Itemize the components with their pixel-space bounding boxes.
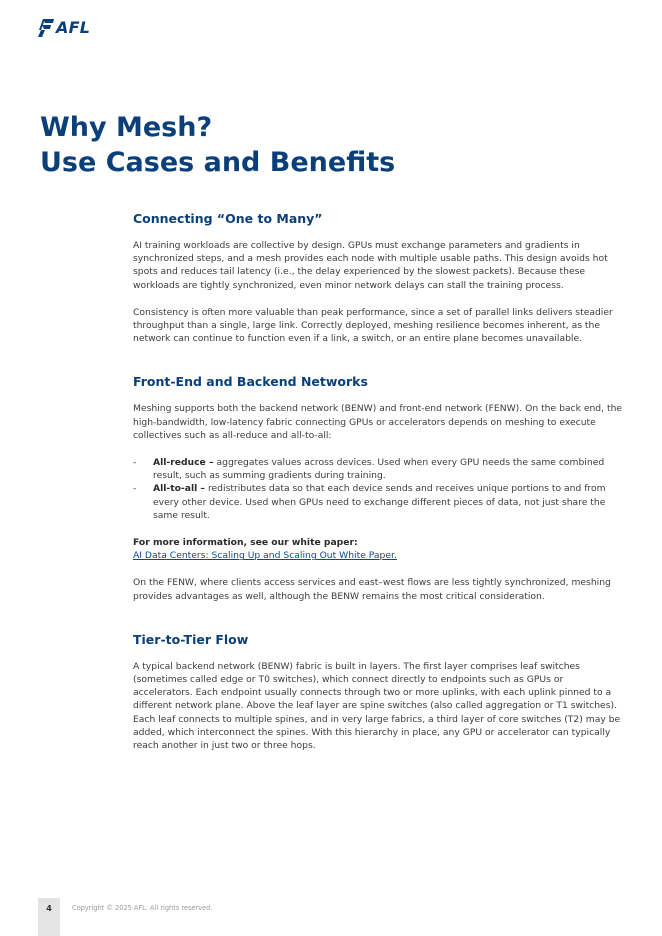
section-tier-to-tier-flow (133, 632, 623, 752)
bullet-dash: - (133, 483, 137, 495)
section-heading: Connecting “One to Many” (133, 211, 323, 226)
bullet-dash: - (133, 457, 137, 469)
paragraph: Meshing supports both the backend network (BENW) and front-end network (FENW). On the back end, the high-bandwidth, low-latency fabric connecting GPUs or accelerators depends on meshing to execute collectives such as all-reduce and all-to-all: (133, 403, 623, 441)
bullet-term: All-reduce – (153, 457, 214, 469)
paragraph: On the FENW, where clients access services and east–west flows are less tightly synchronized, meshing provides advantages as well, although the BENW remains the most critical consideration. (133, 577, 611, 602)
afl-logo (38, 18, 90, 37)
paragraph: AI training workloads are collective by design. GPUs must exchange parameters and gradients in synchronized steps, and a mesh provides each node with multiple usable paths. This design avoids hot spots and reduces tail latency (i.e., the delay experienced by the slowest packets). Because these workloads are tightly synchronized, even minor network delays can stall the training process. (133, 240, 608, 291)
page-number-tab (38, 898, 60, 936)
bullet-term: All-to-all – (153, 483, 206, 495)
main-content (133, 211, 623, 752)
section-heading: Front-End and Backend Networks (133, 374, 368, 390)
paragraph: Consistency is often more valuable than peak performance, since a set of parallel links delivers steadier throughput than a single, large link. Correctly deployed, meshing resilience becomes inherent, as the network can continue to function even if a link, a switch, or an entire plane becomes unavailable. (133, 306, 613, 345)
logo-wordmark: AFL (56, 18, 91, 37)
page-title-line-2: Use Cases and Benefits (40, 147, 396, 178)
bullet-text: redistributes data so that each device sends and receives unique portions to and from every other device. Used when GPUs need to exchange different pieces of data, not just share the same result. (153, 483, 606, 521)
more-info (133, 536, 623, 562)
page-number: 4 (46, 904, 52, 913)
collectives-list (133, 456, 623, 522)
copyright-notice: Copyright © 2025 AFL. All rights reserved. (72, 904, 213, 912)
list-item (133, 482, 623, 522)
section-heading: Tier-to-Tier Flow (133, 631, 249, 647)
page-title-line-1: Why Mesh? (40, 112, 213, 143)
list-item (133, 456, 623, 482)
afl-logo-mark-icon (38, 19, 54, 37)
paragraph: A typical backend network (BENW) fabric is built in layers. The first layer comprises leaf switches (sometimes called edge or T0 switches), which connect directly to endpoints such as GPUs or accelerators. Each endpoint usually connects through two or more uplinks, with each uplink pinned to a different network plane. Above the leaf layer are spine switches (also called aggregation or T1 switches). Each leaf connects to multiple spines, and in very large fabrics, a third layer of core switches (T2) may be added, which interconnect the spines. With this hierarchy in place, any GPU or accelerator can typically reach another in just two or three hops. (133, 660, 621, 752)
more-info-label: For more information, see our white paper: (133, 537, 358, 549)
section-front-end-backend (133, 374, 623, 602)
section-connecting-one-to-many (133, 211, 623, 345)
bullet-text: aggregates values across devices. Used when every GPU needs the same combined result, such as summing gradients during training. (153, 457, 605, 482)
white-paper-link[interactable]: AI Data Centers: Scaling Up and Scaling Out White Paper. (133, 550, 397, 562)
page-title (40, 110, 395, 180)
